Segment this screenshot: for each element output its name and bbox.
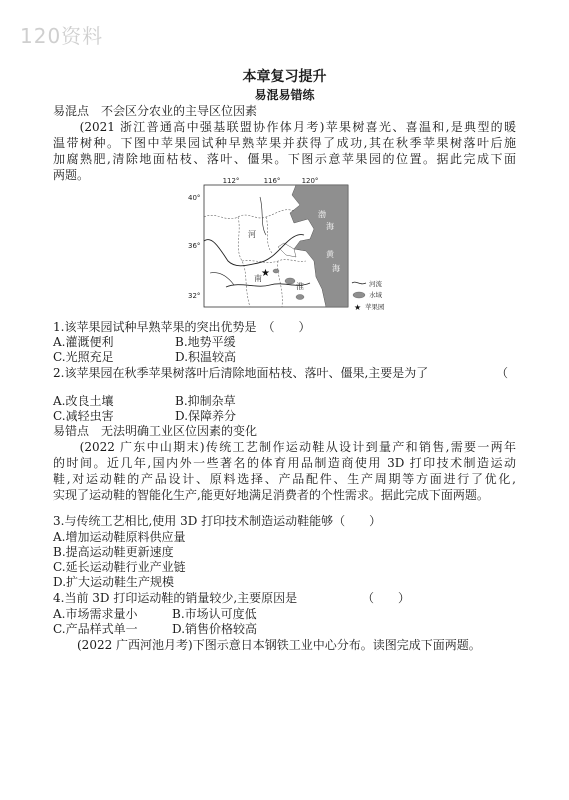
apple-orchard-star: ★ [261, 268, 270, 279]
question-2-option-b: B.抑制杂草 [175, 394, 236, 408]
question-4-option-a: A.市场需求量小 [53, 607, 138, 621]
lat-label-36: 36° [188, 242, 201, 250]
question-2-bracket: （ [496, 366, 509, 380]
question-4-bracket: （ ） [362, 591, 411, 605]
section-heading-1: 易混点 不会区分农业的主导区位因素 [53, 104, 258, 118]
question-3-option-b: B.提高运动鞋更新速度 [53, 545, 174, 559]
section-subtitle: 易混易错练 [254, 88, 315, 102]
legend-water-label: 水域 [369, 291, 382, 299]
legend-river-label: 河流 [369, 280, 382, 288]
question-2-option-a: A.改良土壤 [53, 394, 114, 408]
intro2-line-4: 实现了运动鞋的智能化生产,能更好地满足消费者的个性需求。据此完成下面两题。 [53, 488, 489, 502]
intro1-line-3: 加腐熟肥,清除地面枯枝、落叶、僵果。下图示意苹果园的位置。据此完成下面 [53, 152, 516, 166]
question-3-option-a: A.增加运动鞋原料供应量 [53, 530, 186, 544]
map-label: 海 [332, 264, 340, 273]
next-section-intro: (2022 广西河池月考)下图示意日本钢铁工业中心分布。读图完成下面两题。 [53, 638, 481, 652]
question-4-option-c: C.产品样式单一 [53, 622, 138, 636]
question-1-stem: 1.该苹果园试种早熟苹果的突出优势是 （ ） [53, 320, 311, 334]
question-1-option-c: C.光照充足 [53, 350, 114, 364]
intro1-line-1: (2021 浙江普通高中强基联盟协作体月考)苹果树喜光、喜温和,是典型的暖 [53, 120, 516, 134]
intro1-line-2: 温带树种。下图中苹果园试种早熟苹果并获得了成功,其在秋季苹果树落叶后施 [53, 136, 516, 150]
legend-river-icon [352, 282, 366, 284]
legend-water-icon [353, 292, 365, 298]
apple-orchard-location-map [186, 177, 386, 320]
map-label: 黄 [326, 250, 334, 259]
question-4-stem: 4.当前 3D 打印运动鞋的销量较少,主要原因是 [53, 591, 298, 605]
map-label: 淮 [296, 282, 304, 291]
intro2-line-2: 的时间。近几年,国内外一些著名的体育用品制造商使用 3D 打印技术制造运动 [53, 456, 516, 470]
question-1-option-b: B.地势平缓 [175, 335, 236, 349]
legend-star-icon: ★ [354, 303, 362, 312]
intro2-line-1: (2022 广东中山期末)传统工艺制作运动鞋从设计到量产和销售,需要一两年 [53, 440, 516, 454]
watermark: 120资料 [20, 24, 104, 48]
lon-label-120: 120° [301, 177, 319, 185]
lake [273, 269, 279, 273]
question-2-stem: 2.该苹果园在秋季苹果树落叶后清除地面枯枝、落叶、僵果,主要是为了 [53, 366, 429, 380]
intro1-line-4: 两题。 [53, 168, 90, 182]
question-3-option-c: C.延长运动鞋行业产业链 [53, 560, 186, 574]
lake [285, 278, 295, 284]
legend-orchard-label: 苹果园 [365, 303, 385, 311]
question-1-option-d: D.积温较高 [175, 350, 237, 364]
lake [296, 295, 304, 300]
question-3-stem: 3.与传统工艺相比,使用 3D 打印技术制造运动鞋能够（ ） [53, 514, 382, 528]
map-label: 海 [326, 222, 334, 231]
lon-label-112: 112° [222, 177, 240, 185]
section-heading-2: 易错点 无法明确工业区位因素的变化 [53, 424, 258, 438]
map-label: 渤 [318, 210, 326, 219]
map-label: 河 [248, 230, 256, 239]
question-4-option-d: D.销售价格较高 [172, 622, 258, 636]
question-3-option-d: D.扩大运动鞋生产规模 [53, 575, 175, 589]
lon-label-116: 116° [263, 177, 281, 185]
lat-label-32: 32° [188, 292, 201, 300]
question-2-option-d: D.保障养分 [175, 409, 237, 423]
map-label: 南 [254, 274, 262, 283]
question-1-option-a: A.灌溉便利 [53, 335, 114, 349]
lat-label-40: 40° [188, 194, 201, 202]
chapter-title: 本章复习提升 [242, 69, 327, 85]
intro2-line-3: 鞋,对运动鞋的产品设计、原料选择、产品配件、生产周期等方面进行了优化, [53, 472, 516, 486]
question-4-option-b: B.市场认可度低 [172, 607, 257, 621]
question-2-option-c: C.减轻虫害 [53, 409, 114, 423]
